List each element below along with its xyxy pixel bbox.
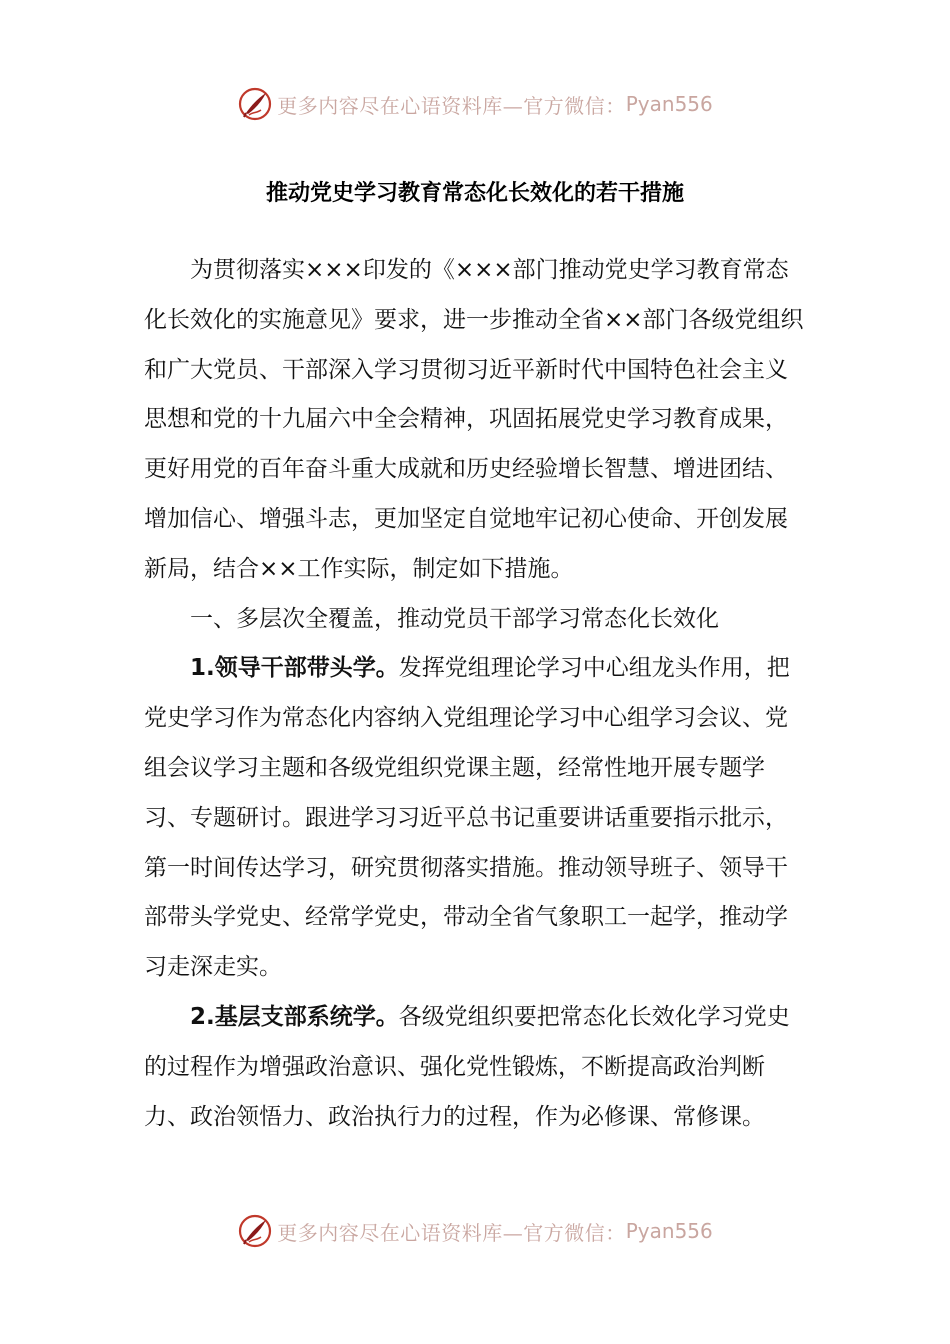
footer-watermark xyxy=(0,1211,950,1251)
item-lead-1: 1.领导干部带头学。 xyxy=(190,655,399,682)
item-lead-2: 2.基层支部系统学。 xyxy=(190,1003,399,1030)
header-watermark xyxy=(0,84,950,124)
item-text-1: 发挥党组理论学习中心组龙头作用，把党史学习作为常态化内容纳入党组理论学习中心组学习会议、党组会议学习主题和各级党组织党课主题，经常性地开展专题学习、专题研讨。跟进学习习近平总书记重要讲话重要指示批示，第一时间传达学习，研究贯彻落实措施。推动领导班子、领导干部带头学党史、经常学党史，带动全省气象职工一起学，推动学习走深走实。 xyxy=(144,655,790,981)
watermark-wechat-id: Pyan556 xyxy=(625,1219,713,1243)
intro-paragraph: 为贯彻落实×××印发的《×××部门推动党史学习教育常态化长效化的实施意见》要求，进一步推动全省××部门各级党组织和广大党员、干部深入学习贯彻习近平新时代中国特色社会主义思想和党的十九届六中全会精神，巩固拓展党史学习教育成果，更好用党的百年奋斗重大成就和历史经验增长智慧、增进团结、增加信心、增强斗志，更加坚定自觉地牢记初心使命、开创发展新局，结合××工作实际，制定如下措施。 xyxy=(144,257,804,582)
document-body xyxy=(144,246,808,1142)
watermark-text: 更多内容尽在心语资料库—官方微信： xyxy=(277,93,626,118)
section-heading: 一、多层次全覆盖，推动党员干部学习常态化长效化 xyxy=(190,605,719,632)
item-paragraph-2 xyxy=(144,993,808,1142)
watermark-text: 更多内容尽在心语资料库—官方微信： xyxy=(277,1220,626,1245)
quill-pen-logo-icon xyxy=(237,86,273,122)
document-title: 推动党史学习教育常态化长效化的若干措施 xyxy=(265,181,684,206)
watermark-wechat-id: Pyan556 xyxy=(625,92,713,116)
item-paragraph-1 xyxy=(144,644,808,993)
quill-pen-logo-icon xyxy=(237,1213,273,1249)
item-text-2: 各级党组织要把常态化长效化学习党史的过程作为增强政治意识、强化党性锻炼，不断提高政治判断力、政治领悟力、政治执行力的过程，作为必修课、常修课。 xyxy=(144,1003,790,1130)
